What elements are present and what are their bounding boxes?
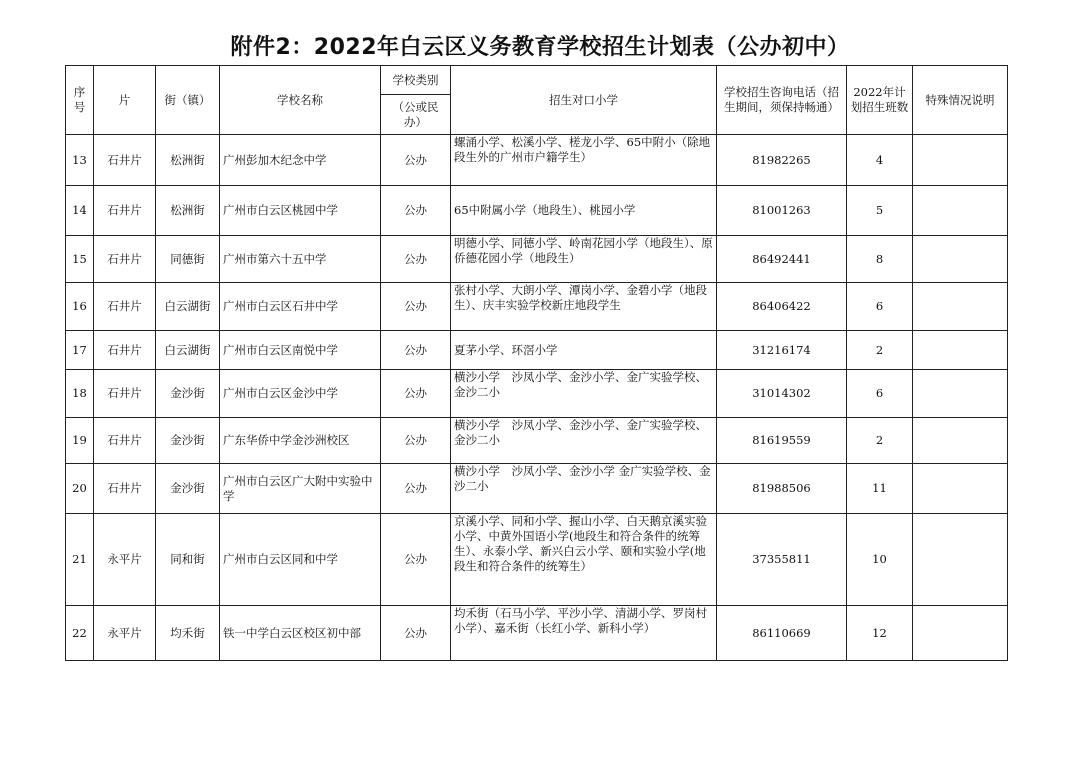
cell-school-name: 广州市第六十五中学 bbox=[220, 236, 381, 283]
cell-plan-classes: 5 bbox=[847, 186, 913, 236]
cell-school-type: 公办 bbox=[381, 331, 451, 370]
cell-feeder-schools: 京溪小学、同和小学、握山小学、白天鹅京溪实验小学、中黄外国语小学(地段生和符合条件的统筹生）、永泰小学、新兴白云小学、颐和实验小学(地段生和符合条件的统筹生） bbox=[451, 514, 717, 606]
header-school-type: 学校类别 bbox=[381, 66, 451, 95]
cell-phone: 81619559 bbox=[717, 418, 847, 464]
header-school-name: 学校名称 bbox=[220, 66, 381, 135]
cell-school-type: 公办 bbox=[381, 370, 451, 418]
cell-phone: 86492441 bbox=[717, 236, 847, 283]
cell-notes bbox=[913, 418, 1008, 464]
cell-phone: 86406422 bbox=[717, 283, 847, 331]
header-school-type-sub: （公或民办） bbox=[381, 95, 451, 135]
cell-street: 金沙街 bbox=[156, 370, 220, 418]
cell-school-name: 广州市白云区石井中学 bbox=[220, 283, 381, 331]
cell-school-name: 广东华侨中学金沙洲校区 bbox=[220, 418, 381, 464]
cell-area: 石井片 bbox=[94, 186, 156, 236]
cell-school-type: 公办 bbox=[381, 186, 451, 236]
cell-notes bbox=[913, 283, 1008, 331]
cell-feeder-schools: 均禾街（石马小学、平沙小学、清湖小学、罗岗村小学）、嘉禾街（长红小学、新科小学） bbox=[451, 606, 717, 661]
cell-notes bbox=[913, 464, 1008, 514]
cell-plan-classes: 12 bbox=[847, 606, 913, 661]
cell-school-name: 广州市白云区南悦中学 bbox=[220, 331, 381, 370]
header-notes: 特殊情况说明 bbox=[913, 66, 1008, 135]
cell-notes bbox=[913, 370, 1008, 418]
cell-feeder-schools: 张村小学、大朗小学、潭岗小学、金碧小学（地段生）、庆丰实验学校新庄地段学生 bbox=[451, 283, 717, 331]
header-plan-classes: 2022年计划招生班数 bbox=[847, 66, 913, 135]
cell-school-type: 公办 bbox=[381, 606, 451, 661]
cell-notes bbox=[913, 606, 1008, 661]
cell-plan-classes: 10 bbox=[847, 514, 913, 606]
cell-school-type: 公办 bbox=[381, 236, 451, 283]
cell-area: 石井片 bbox=[94, 331, 156, 370]
cell-school-type: 公办 bbox=[381, 135, 451, 186]
table-row bbox=[66, 418, 1008, 464]
cell-area: 石井片 bbox=[94, 464, 156, 514]
cell-feeder-schools: 螺涌小学、松溪小学、槎龙小学、65中附小（除地段生外的广州市户籍学生） bbox=[451, 135, 717, 186]
cell-feeder-schools: 横沙小学 沙凤小学、金沙小学、金广实验学校、金沙二小 bbox=[451, 418, 717, 464]
cell-plan-classes: 8 bbox=[847, 236, 913, 283]
header-seq: 序号 bbox=[66, 66, 94, 135]
cell-feeder-schools: 夏茅小学、环滘小学 bbox=[451, 331, 717, 370]
cell-school-name: 广州彭加木纪念中学 bbox=[220, 135, 381, 186]
cell-phone: 81982265 bbox=[717, 135, 847, 186]
table-row bbox=[66, 283, 1008, 331]
cell-street: 金沙街 bbox=[156, 418, 220, 464]
cell-area: 石井片 bbox=[94, 418, 156, 464]
cell-seq: 21 bbox=[66, 514, 94, 606]
table-row bbox=[66, 370, 1008, 418]
cell-school-name: 广州市白云区桃园中学 bbox=[220, 186, 381, 236]
cell-feeder-schools: 明德小学、同德小学、岭南花园小学（地段生）、原侨德花园小学（地段生） bbox=[451, 236, 717, 283]
cell-school-type: 公办 bbox=[381, 464, 451, 514]
cell-street: 白云湖街 bbox=[156, 331, 220, 370]
cell-school-name: 铁一中学白云区校区初中部 bbox=[220, 606, 381, 661]
cell-feeder-schools: 横沙小学 沙凤小学、金沙小学 金广实验学校、金沙二小 bbox=[451, 464, 717, 514]
table-row bbox=[66, 186, 1008, 236]
cell-seq: 18 bbox=[66, 370, 94, 418]
enrollment-plan-table bbox=[65, 65, 1008, 661]
cell-seq: 20 bbox=[66, 464, 94, 514]
cell-plan-classes: 11 bbox=[847, 464, 913, 514]
cell-notes bbox=[913, 331, 1008, 370]
cell-school-name: 广州市白云区金沙中学 bbox=[220, 370, 381, 418]
cell-seq: 17 bbox=[66, 331, 94, 370]
header-area: 片 bbox=[94, 66, 156, 135]
table-row bbox=[66, 331, 1008, 370]
cell-school-type: 公办 bbox=[381, 418, 451, 464]
cell-street: 松洲街 bbox=[156, 135, 220, 186]
cell-plan-classes: 2 bbox=[847, 418, 913, 464]
cell-area: 石井片 bbox=[94, 236, 156, 283]
cell-notes bbox=[913, 135, 1008, 186]
cell-area: 永平片 bbox=[94, 514, 156, 606]
cell-seq: 16 bbox=[66, 283, 94, 331]
page-title: 附件2：2022年白云区义务教育学校招生计划表（公办初中） bbox=[230, 35, 850, 60]
cell-area: 石井片 bbox=[94, 370, 156, 418]
cell-phone: 31014302 bbox=[717, 370, 847, 418]
cell-seq: 13 bbox=[66, 135, 94, 186]
cell-seq: 15 bbox=[66, 236, 94, 283]
cell-plan-classes: 6 bbox=[847, 283, 913, 331]
cell-seq: 22 bbox=[66, 606, 94, 661]
table-row bbox=[66, 135, 1008, 186]
table-row bbox=[66, 464, 1008, 514]
cell-phone: 31216174 bbox=[717, 331, 847, 370]
cell-area: 石井片 bbox=[94, 283, 156, 331]
table-row bbox=[66, 514, 1008, 606]
cell-street: 同和街 bbox=[156, 514, 220, 606]
cell-school-type: 公办 bbox=[381, 514, 451, 606]
table-row bbox=[66, 606, 1008, 661]
cell-school-name: 广州市白云区广大附中实验中学 bbox=[220, 464, 381, 514]
cell-feeder-schools: 横沙小学 沙凤小学、金沙小学、金广实验学校、金沙二小 bbox=[451, 370, 717, 418]
header-phone: 学校招生咨询电话（招生期间，须保持畅通） bbox=[717, 66, 847, 135]
cell-street: 均禾街 bbox=[156, 606, 220, 661]
cell-area: 永平片 bbox=[94, 606, 156, 661]
cell-phone: 81988506 bbox=[717, 464, 847, 514]
cell-school-type: 公办 bbox=[381, 283, 451, 331]
cell-seq: 14 bbox=[66, 186, 94, 236]
cell-area: 石井片 bbox=[94, 135, 156, 186]
cell-plan-classes: 6 bbox=[847, 370, 913, 418]
cell-phone: 37355811 bbox=[717, 514, 847, 606]
cell-notes bbox=[913, 514, 1008, 606]
cell-plan-classes: 4 bbox=[847, 135, 913, 186]
cell-seq: 19 bbox=[66, 418, 94, 464]
cell-school-name: 广州市白云区同和中学 bbox=[220, 514, 381, 606]
cell-notes bbox=[913, 186, 1008, 236]
cell-street: 白云湖街 bbox=[156, 283, 220, 331]
cell-feeder-schools: 65中附属小学（地段生）、桃园小学 bbox=[451, 186, 717, 236]
cell-street: 金沙街 bbox=[156, 464, 220, 514]
cell-plan-classes: 2 bbox=[847, 331, 913, 370]
cell-phone: 81001263 bbox=[717, 186, 847, 236]
header-street: 街（镇） bbox=[156, 66, 220, 135]
cell-street: 同德街 bbox=[156, 236, 220, 283]
cell-street: 松洲街 bbox=[156, 186, 220, 236]
table-row bbox=[66, 236, 1008, 283]
header-feeder-schools: 招生对口小学 bbox=[451, 66, 717, 135]
cell-notes bbox=[913, 236, 1008, 283]
cell-phone: 86110669 bbox=[717, 606, 847, 661]
